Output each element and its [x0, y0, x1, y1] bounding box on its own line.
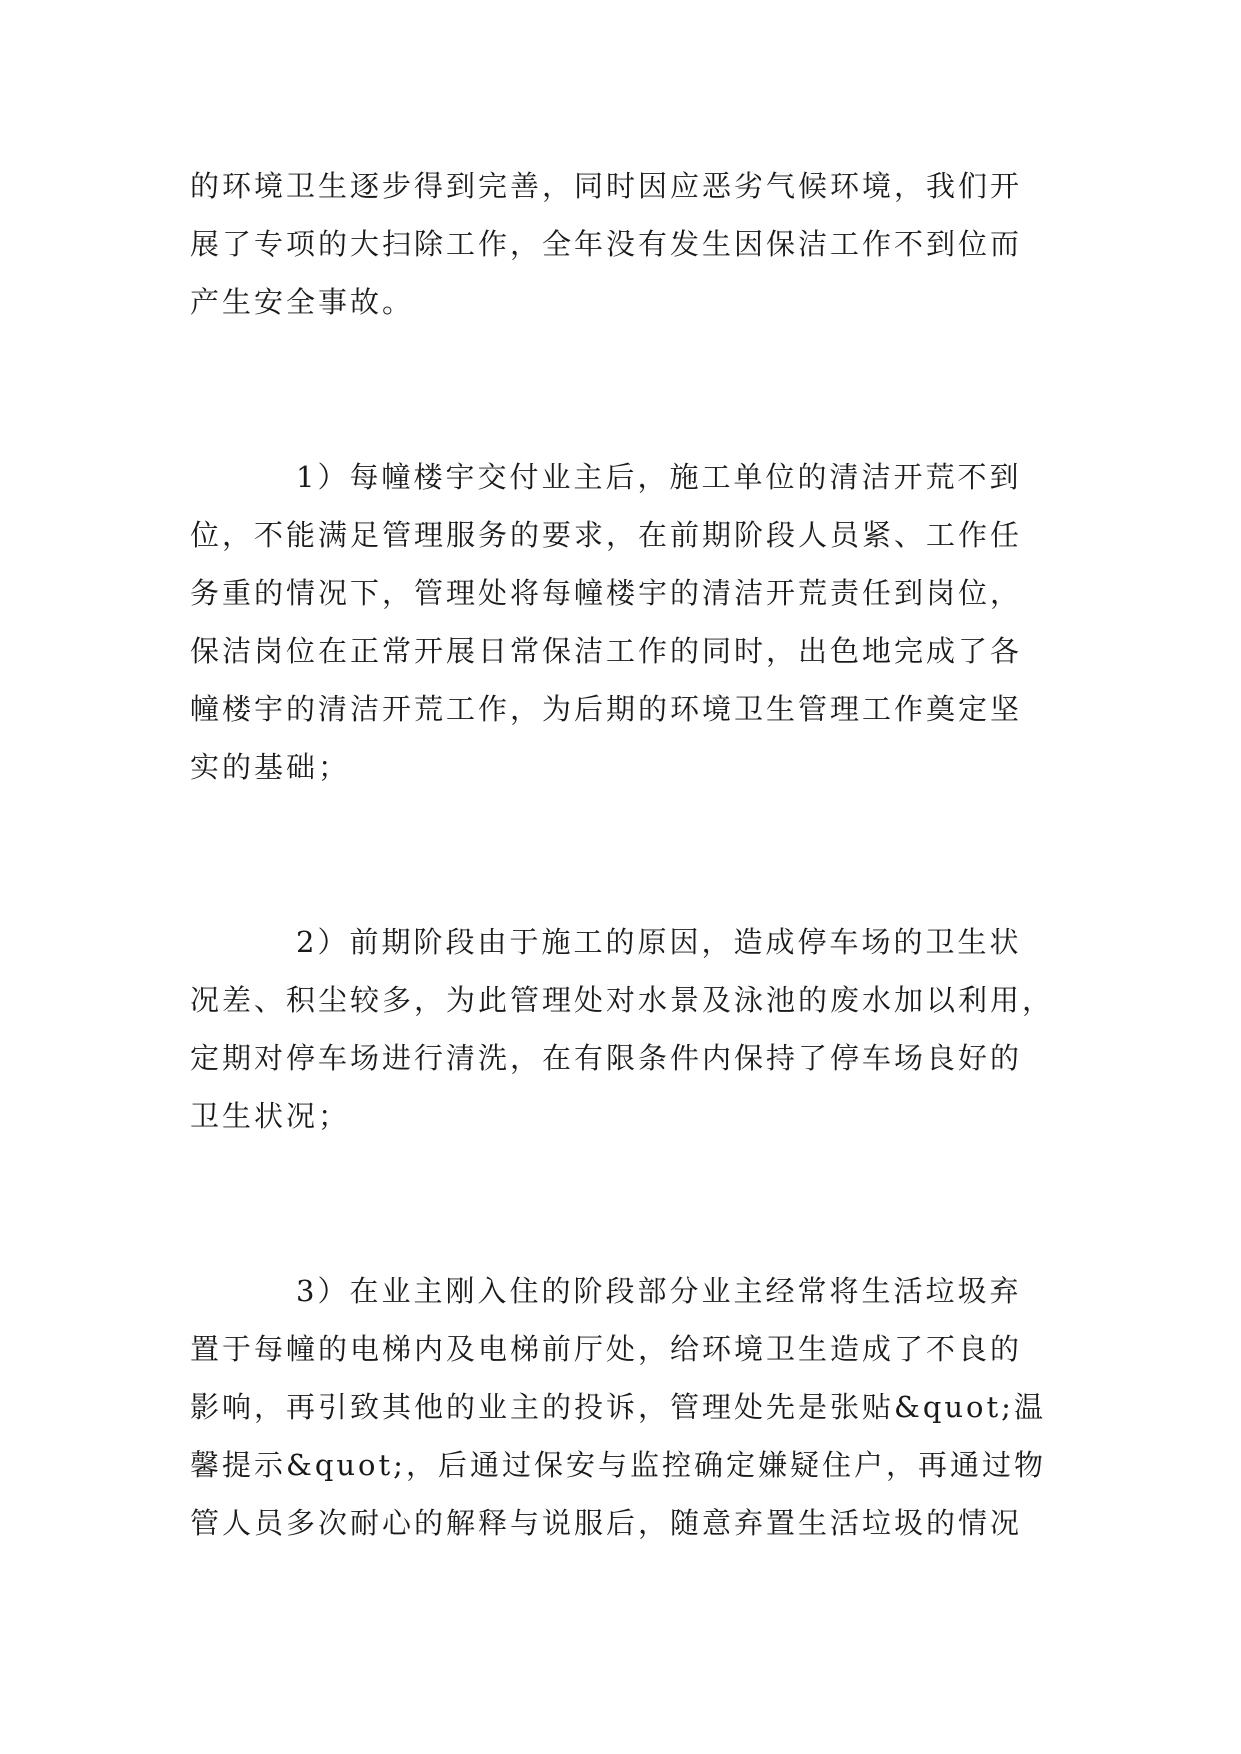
text-line: 1）每幢楼宇交付业主后，施工单位的清洁开荒不到	[296, 460, 1022, 494]
text-line: 3）在业主刚入住的阶段部分业主经常将生活垃圾弃	[296, 1274, 1022, 1308]
text-line: 实的基础；	[190, 750, 351, 784]
text-line: 的环境卫生逐步得到完善，同时因应恶劣气候环境，我们开	[190, 169, 1023, 203]
text-line: 影响，再引致其他的业主的投诉，管理处先是张贴&quot;温	[190, 1390, 1046, 1424]
text-line: 置于每幢的电梯内及电梯前厅处，给环境卫生造成了不良的	[190, 1332, 1023, 1366]
text-line: 管人员多次耐心的解释与说服后，随意弃置生活垃圾的情况	[190, 1506, 1023, 1540]
paragraph-item-1	[190, 448, 1050, 796]
text-line: 保洁岗位在正常开展日常保洁工作的同时，出色地完成了各	[190, 634, 1023, 668]
text-line: 位，不能满足管理服务的要求，在前期阶段人员紧、工作任	[190, 518, 1023, 552]
text-line: 馨提示&quot;，后通过保安与监控确定嫌疑住户，再通过物	[190, 1448, 1046, 1482]
text-line: 卫生状况；	[190, 1099, 351, 1133]
paragraph-item-2	[190, 913, 1055, 1145]
paragraph-item-3	[190, 1262, 1050, 1552]
text-line: 务重的情况下，管理处将每幢楼宇的清洁开荒责任到岗位，	[190, 576, 1023, 610]
text-line: 况差、积尘较多，为此管理处对水景及泳池的废水加以利用，	[190, 983, 1055, 1017]
text-line: 2）前期阶段由于施工的原因，造成停车场的卫生状	[296, 925, 1022, 959]
text-line: 展了专项的大扫除工作，全年没有发生因保洁工作不到位而	[190, 227, 1023, 261]
text-line: 幢楼宇的清洁开荒工作，为后期的环境卫生管理工作奠定坚	[190, 692, 1023, 726]
text-line: 定期对停车场进行清洗，在有限条件内保持了停车场良好的	[190, 1041, 1023, 1075]
paragraph-environment-summary	[190, 157, 1050, 331]
text-line: 产生安全事故。	[190, 285, 415, 319]
